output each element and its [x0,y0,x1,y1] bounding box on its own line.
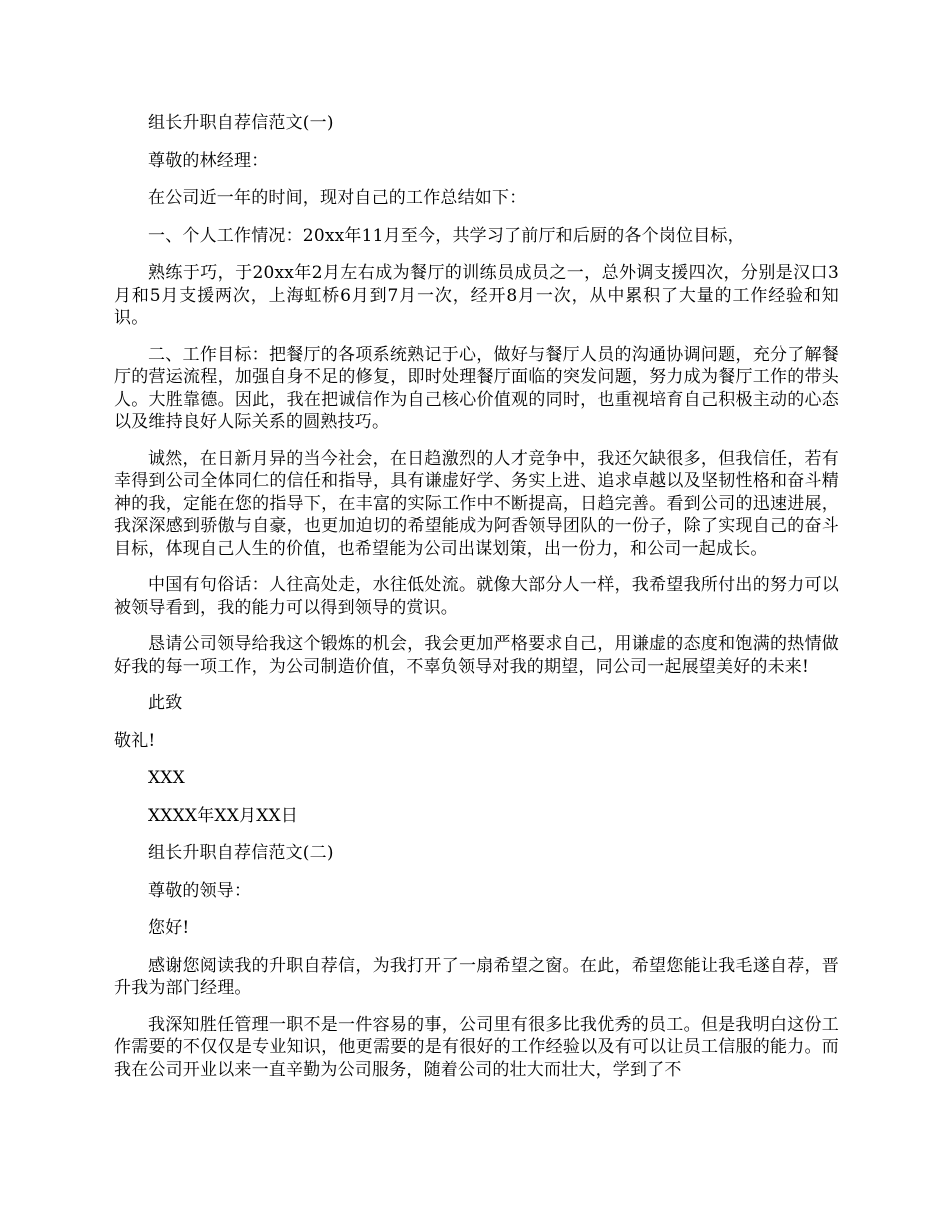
work-goal-paragraph: 二、工作目标：把餐厅的各项系统熟记于心，做好与餐厅人员的沟通协调问题，充分了解餐厅的营运流程，加强自身不足的修复，即时处理餐厅面临的突发问题，努力成为餐厅工作的带头人。大胜靠德。因此，我在把诚信作为自己核心价值观的同时，也重视培育自己积极主动的心态以及维持良好人际关系的圆熟技巧。 [114,344,839,432]
closing-phrase: 此致 [148,693,183,713]
thanks-paragraph: 感谢您阅读我的升职自荐信，为我打开了一扇希望之窗。在此，希望您能让我毛遂自荐，晋升我为部门经理。 [114,955,839,998]
closing-salute: 敬礼! [114,730,156,751]
request-paragraph: 恳请公司领导给我这个锻炼的机会，我会更加严格要求自己，用谦虚的态度和饱满的热情做好我的每一项工作，为公司制造价值，不辜负领导对我的期望，同公司一起展望美好的未来! [114,634,839,677]
section-title-2: 组长升职自荐信范文(二) [148,843,334,863]
experience-paragraph: 熟练于巧，于20xx年2月左右成为餐厅的训练员成员之一，总外调支援四次，分别是汉口3月和5月支援两次，上海虹桥6月到7月一次，经开8月一次，从中累积了大量的工作经验和知识。 [114,263,839,328]
proverb-paragraph: 中国有句俗话：人往高处走，水往低处流。就像大部分人一样，我希望我所付出的努力可以被领导看到，我的能力可以得到领导的赏识。 [114,575,839,618]
qualification-paragraph: 我深知胜任管理一职不是一件容易的事，公司里有很多比我优秀的员工。但是我明白这份工作需要的不仅仅是专业知识，他更需要的是有很好的工作经验以及有可以让员工信服的能力。而我在公司开业以来一直辛勤为公司服务，随着公司的壮大而壮大，学到了不 [114,1014,839,1080]
signature-date: XXXX年XX月XX日 [148,805,299,826]
salutation-2: 尊敬的领导： [148,880,252,901]
work-situation-paragraph: 一、个人工作情况：20xx年11月至今，共学习了前厅和后厨的各个岗位目标， [148,225,745,246]
greeting: 您好! [148,918,190,938]
section-title-1: 组长升职自荐信范文(一) [148,113,334,133]
signature-name: XXX [148,768,185,788]
aspiration-paragraph: 诚然，在日新月异的当今社会，在日趋激烈的人才竞争中，我还欠缺很多，但我信任，若有幸得到公司全体同仁的信任和指导，具有谦虚好学、务实上进、追求卓越以及坚韧性格和奋斗精神的我，定能在您的指导下，在丰富的实际工作中不断提高，日趋完善。看到公司的迅速进展，我深深感到骄傲与自豪，也更加迫切的希望能成为阿香领导团队的一份子，除了实现自己的奋斗目标，体现自己人生的价值，也希望能为公司出谋划策，出一份力，和公司一起成长。 [114,448,839,559]
salutation-1: 尊敬的林经理： [148,150,269,171]
intro-paragraph: 在公司近一年的时间，现对自己的工作总结如下： [148,188,527,208]
document-page [114,112,839,1095]
